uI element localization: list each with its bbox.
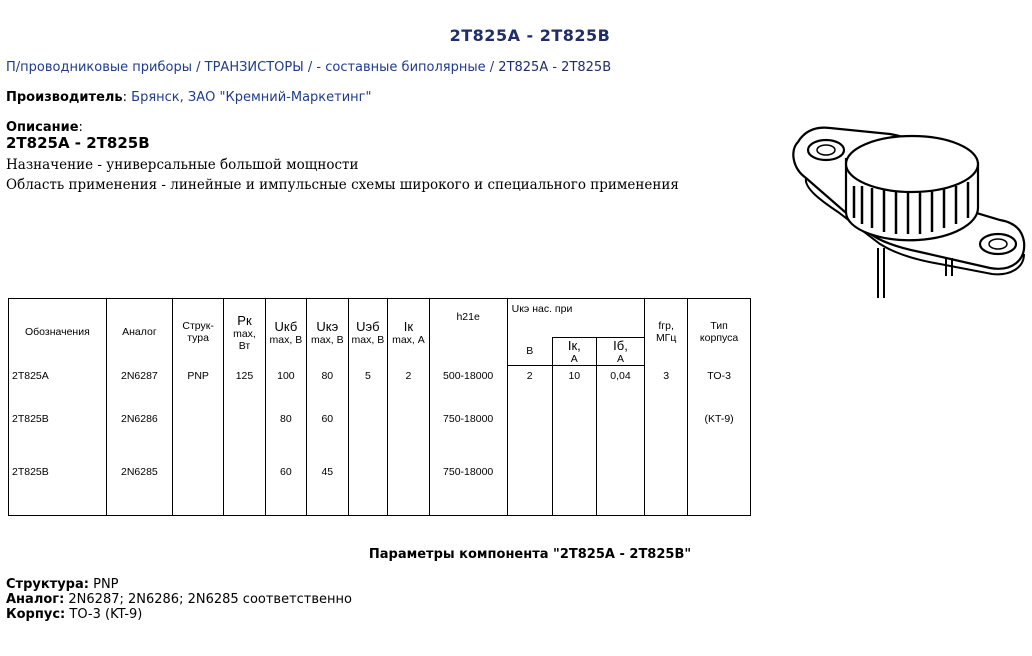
- cell-ik: 2: [388, 366, 429, 409]
- cell-ukb: 80: [265, 409, 306, 462]
- cell-ueb: [348, 462, 388, 515]
- cell-ueb: [348, 409, 388, 462]
- table-row: [9, 462, 751, 515]
- breadcrumb-current: 2T825A - 2T825B: [498, 60, 612, 75]
- cell-analog: 2N6287: [106, 366, 172, 409]
- params-title: Параметры компонента "2T825A - 2T825B": [368, 547, 692, 562]
- cell-pk: 125: [224, 366, 265, 409]
- cell-fgr: [645, 462, 688, 515]
- param-package: Корпус: TO-3 (KT-9): [6, 607, 143, 622]
- cell-ik: [388, 462, 429, 515]
- description-application: Область применения - линейные и импульсные схемы широкого и специального применения: [6, 177, 679, 193]
- cell-uke-ik: [552, 462, 596, 515]
- manufacturer-link[interactable]: Брянск, ЗАО "Кремний-Маркетинг": [131, 90, 372, 105]
- header-package: Тип корпуса: [688, 299, 751, 366]
- cell-h21e: 750-18000: [429, 409, 507, 462]
- header-ukenas-ik: Iк, А: [552, 338, 596, 366]
- cell-structure: [172, 462, 223, 515]
- breadcrumb-link-transistors[interactable]: ТРАНЗИСТОРЫ: [204, 60, 304, 75]
- header-ueb: Uэб max, В: [348, 299, 388, 366]
- breadcrumb-separator: /: [489, 60, 495, 75]
- table-row: [9, 366, 751, 409]
- cell-uke-ik: 10: [552, 366, 596, 409]
- cell-designation: 2T825B: [9, 462, 107, 515]
- cell-uke-ib: 0,04: [596, 366, 644, 409]
- breadcrumb-separator: /: [196, 60, 201, 75]
- cell-h21e: 750-18000: [429, 462, 507, 515]
- cell-ik: [388, 409, 429, 462]
- cell-fgr: 3: [645, 366, 688, 409]
- header-structure: Струк-тура: [172, 299, 223, 366]
- cell-ueb: 5: [348, 366, 388, 409]
- manufacturer-label: Производитель: [6, 90, 123, 105]
- header-uke: Uкэ max, В: [307, 299, 348, 366]
- header-fgr: fгр, МГц: [645, 299, 688, 366]
- cell-ukb: 100: [265, 366, 306, 409]
- description-purpose: Назначение - универсальные большой мощности: [6, 157, 359, 173]
- manufacturer-line: Производитель: Брянск, ЗАО "Кремний-Маркетинг": [6, 90, 372, 105]
- cell-ukb: 60: [265, 462, 306, 515]
- cell-uke: 60: [307, 409, 348, 462]
- table-row: [9, 409, 751, 462]
- cell-designation: 2T825B: [9, 409, 107, 462]
- header-pk: Pк max, Вт: [224, 299, 265, 366]
- description-label: Описание:: [6, 120, 83, 135]
- cell-uke-ib: [596, 409, 644, 462]
- cell-package: [688, 462, 751, 515]
- breadcrumb-separator: /: [307, 60, 313, 75]
- cell-pk: [224, 462, 265, 515]
- header-analog: Аналог: [106, 299, 172, 366]
- header-ukenas-ib: Iб, А: [596, 338, 644, 366]
- cell-uke-ik: [552, 409, 596, 462]
- cell-uke: 80: [307, 366, 348, 409]
- cell-h21e: 500-18000: [429, 366, 507, 409]
- cell-pk: [224, 409, 265, 462]
- description-title: 2T825A - 2T825B: [6, 134, 150, 152]
- breadcrumb-link-composite-bipolar[interactable]: - составные биполярные: [316, 60, 486, 75]
- cell-structure: PNP: [172, 366, 223, 409]
- cell-analog: 2N6285: [106, 462, 172, 515]
- header-ukb: Uкб max, В: [265, 299, 306, 366]
- cell-uke: 45: [307, 462, 348, 515]
- cell-analog: 2N6286: [106, 409, 172, 462]
- header-designation: Обозначения: [9, 299, 107, 366]
- cell-package: TO-3: [688, 366, 751, 409]
- header-ukenas-v: В: [507, 338, 552, 366]
- param-analog: Аналог: 2N6287; 2N6286; 2N6285 соответственно: [6, 592, 352, 607]
- page-title: 2T825A - 2T825B: [449, 26, 611, 45]
- header-h21e: h21e: [429, 299, 507, 366]
- breadcrumb: [6, 60, 611, 75]
- cell-uke-v: [507, 409, 552, 462]
- cell-designation: 2T825A: [9, 366, 107, 409]
- header-ukenas: Uкэ нас. при: [507, 299, 645, 338]
- to3-transistor-drawing: [780, 120, 1030, 305]
- cell-fgr: [645, 409, 688, 462]
- cell-uke-v: 2: [507, 366, 552, 409]
- param-structure: Структура: PNP: [6, 577, 119, 592]
- cell-uke-v: [507, 462, 552, 515]
- header-ik: Iк max, А: [388, 299, 429, 366]
- cell-package: (KT-9): [688, 409, 751, 462]
- parameters-table: [8, 298, 751, 516]
- breadcrumb-link-devices[interactable]: П/проводниковые приборы: [6, 60, 192, 75]
- cell-structure: [172, 409, 223, 462]
- cell-uke-ib: [596, 462, 644, 515]
